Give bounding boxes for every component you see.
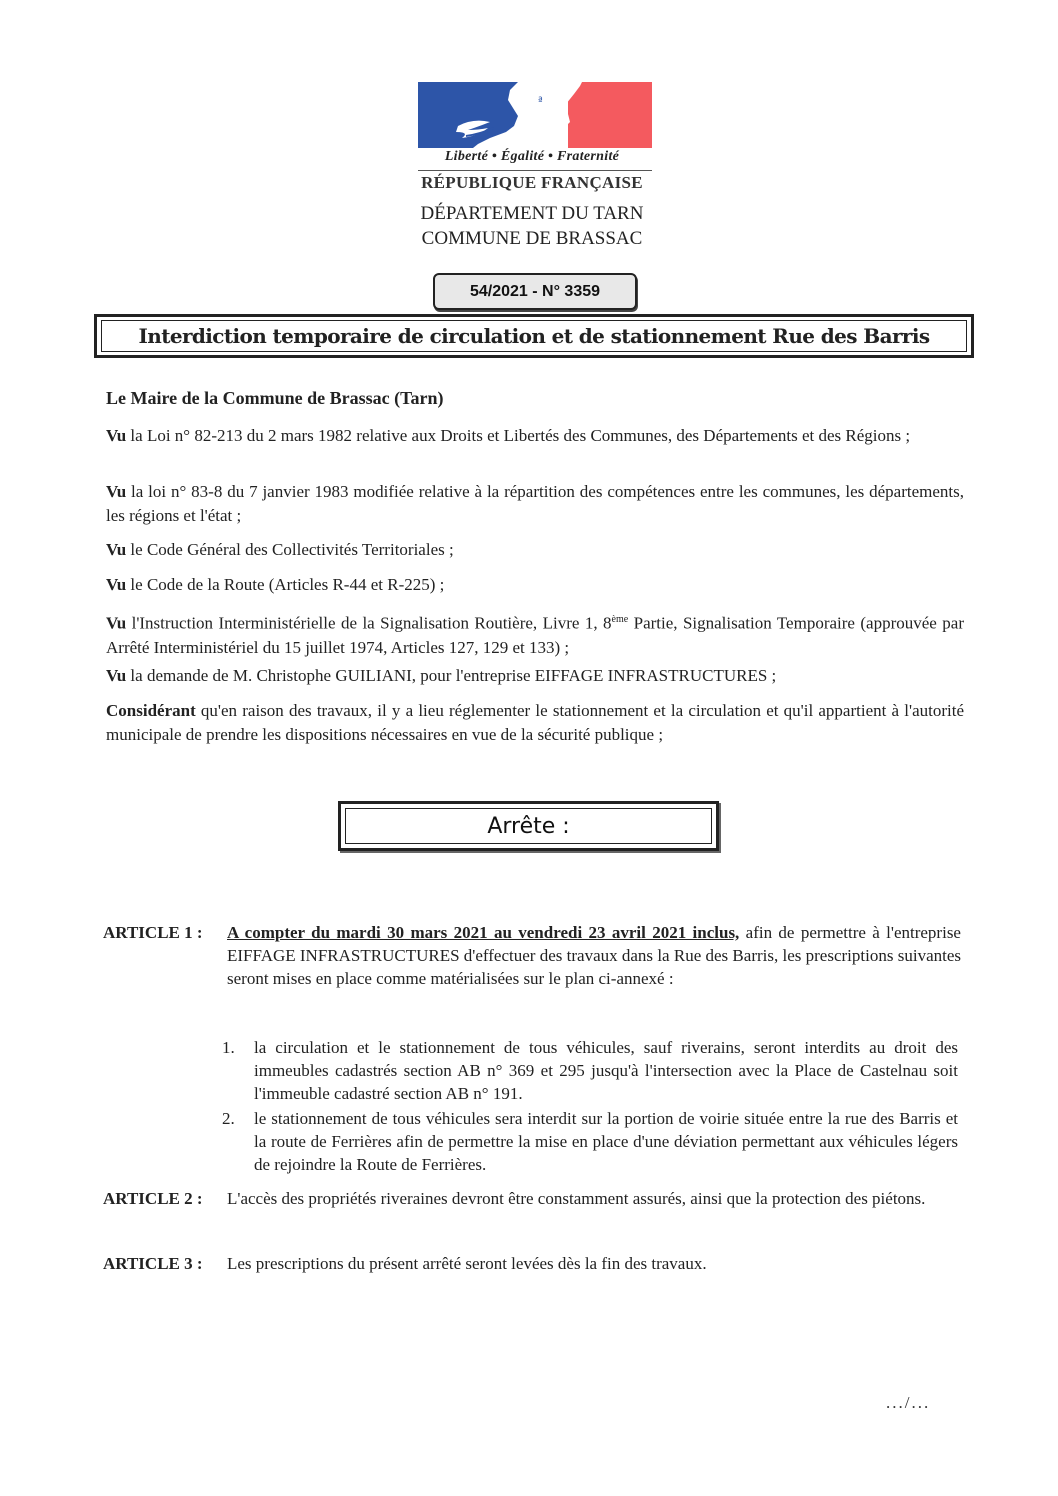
list-text: le stationnement de tous véhicules sera interdit sur la portion de voirie située entre la rue des Barris et la route de Ferrières afin de permettre la mise en place d'une déviation permettant aux véhicules légers de rejoindre la Route de Ferrières. bbox=[254, 1109, 958, 1174]
list-number: 2. bbox=[222, 1109, 235, 1128]
visa-paragraph bbox=[106, 480, 964, 528]
departement-label: DÉPARTEMENT DU TARN bbox=[420, 203, 644, 224]
list-item bbox=[222, 1036, 958, 1108]
arrete-reference-text: 54/2021 - N° 3359 bbox=[469, 282, 601, 300]
article-3 bbox=[103, 1252, 961, 1278]
visa-lead: Vu bbox=[106, 426, 127, 445]
logo-eye: ª bbox=[538, 96, 543, 107]
arrete-heading: Arrête : bbox=[345, 808, 712, 844]
article-body bbox=[227, 921, 961, 990]
republique-francaise-label: RÉPUBLIQUE FRANÇAISE bbox=[421, 173, 643, 192]
considerant-paragraph bbox=[106, 699, 964, 747]
article-label: ARTICLE 1 : bbox=[103, 923, 203, 942]
list-item bbox=[222, 1107, 958, 1179]
considerant-text: qu'en raison des travaux, il y a lieu réglementer le stationnement et la circulation et qu'il appartient à l'autorité municipale de prendre les dispositions nécessaires en vue de la sécurité publique ; bbox=[106, 701, 964, 744]
article-2 bbox=[103, 1187, 961, 1237]
logo-red-band bbox=[568, 82, 652, 148]
article-text: afin de permettre à l'entreprise EIFFAGE INFRASTRUCTURES d'effectuer des travaux dans la Rue des Barris, les prescriptions suivantes seront mises en place comme matérialisées sur le plan ci-annexé : bbox=[227, 923, 961, 988]
article-label: ARTICLE 3 : bbox=[103, 1254, 203, 1273]
arrete-reference-badge bbox=[433, 273, 637, 310]
article-text: Les prescriptions du présent arrêté seront levées dès la fin des travaux. bbox=[227, 1254, 707, 1273]
visa-lead: Vu bbox=[106, 540, 127, 559]
list-text: la circulation et le stationnement de tous véhicules, sauf riverains, seront interdits au droit des immeubles cadastrés section AB n° 369 et 295 jusqu'à l'intersection avec la Place de Castelnau soit l'immeuble cadastré section AB n° 191. bbox=[254, 1038, 958, 1103]
motto-divider bbox=[418, 170, 652, 171]
article-label: ARTICLE 2 : bbox=[103, 1189, 203, 1208]
maire-heading: Le Maire de la Commune de Brassac (Tarn) bbox=[106, 388, 444, 408]
visa-text: le Code Général des Collectivités Territoriales ; bbox=[126, 540, 454, 559]
visa-text: l'Instruction Interministérielle de la Signalisation Routière, Livre 1, 8 bbox=[126, 613, 612, 633]
arrete-heading-box bbox=[338, 801, 719, 851]
article-1 bbox=[103, 921, 961, 1021]
visa-lead: Vu bbox=[106, 482, 127, 501]
visa-paragraph bbox=[106, 664, 964, 688]
document-title: Interdiction temporaire de circulation et de stationnement Rue des Barris bbox=[101, 320, 967, 352]
visa-text: la loi n° 83-8 du 7 janvier 1983 modifiée relative à la répartition des compétences entre les communes, les départements, les régions et l'état ; bbox=[106, 482, 964, 525]
commune-label: COMMUNE DE BRASSAC bbox=[421, 228, 643, 249]
visa-paragraph bbox=[106, 424, 964, 448]
visa-paragraph bbox=[106, 573, 964, 597]
visa-text: le Code de la Route (Articles R-44 et R-225) ; bbox=[126, 575, 445, 594]
visa-lead: Vu bbox=[106, 575, 127, 594]
considerant-lead: Considérant bbox=[106, 701, 196, 720]
visa-paragraph bbox=[106, 538, 964, 562]
marianne-logo-icon bbox=[418, 82, 652, 148]
visa-lead: Vu bbox=[106, 613, 127, 633]
visa-superscript: ème bbox=[611, 614, 629, 625]
document-title-box bbox=[94, 314, 974, 358]
visa-text: Partie, Signalisation Temporaire (approuvée par Arrêté Interministériel du 15 juillet 1974, Articles 127, 129 et 133) ; bbox=[106, 613, 964, 657]
visa-lead: Vu bbox=[106, 666, 127, 685]
list-number: 1. bbox=[222, 1038, 235, 1057]
marianne-logo bbox=[418, 82, 652, 148]
page-continuation-marker: .../... bbox=[886, 1393, 931, 1412]
visa-text: la demande de M. Christophe GUILIANI, pour l'entreprise EIFFAGE INFRASTRUCTURES ; bbox=[126, 666, 777, 685]
visa-text: la Loi n° 82-213 du 2 mars 1982 relative aux Droits et Libertés des Communes, des Départements et des Régions ; bbox=[126, 426, 911, 445]
visa-paragraph bbox=[106, 608, 964, 660]
article-text: L'accès des propriétés riveraines devront être constamment assurés, ainsi que la protection des piétons. bbox=[227, 1189, 926, 1208]
republic-motto: Liberté • Égalité • Fraternité bbox=[444, 149, 620, 164]
article-1-dates: A compter du mardi 30 mars 2021 au vendredi 23 avril 2021 inclus, bbox=[227, 923, 740, 942]
